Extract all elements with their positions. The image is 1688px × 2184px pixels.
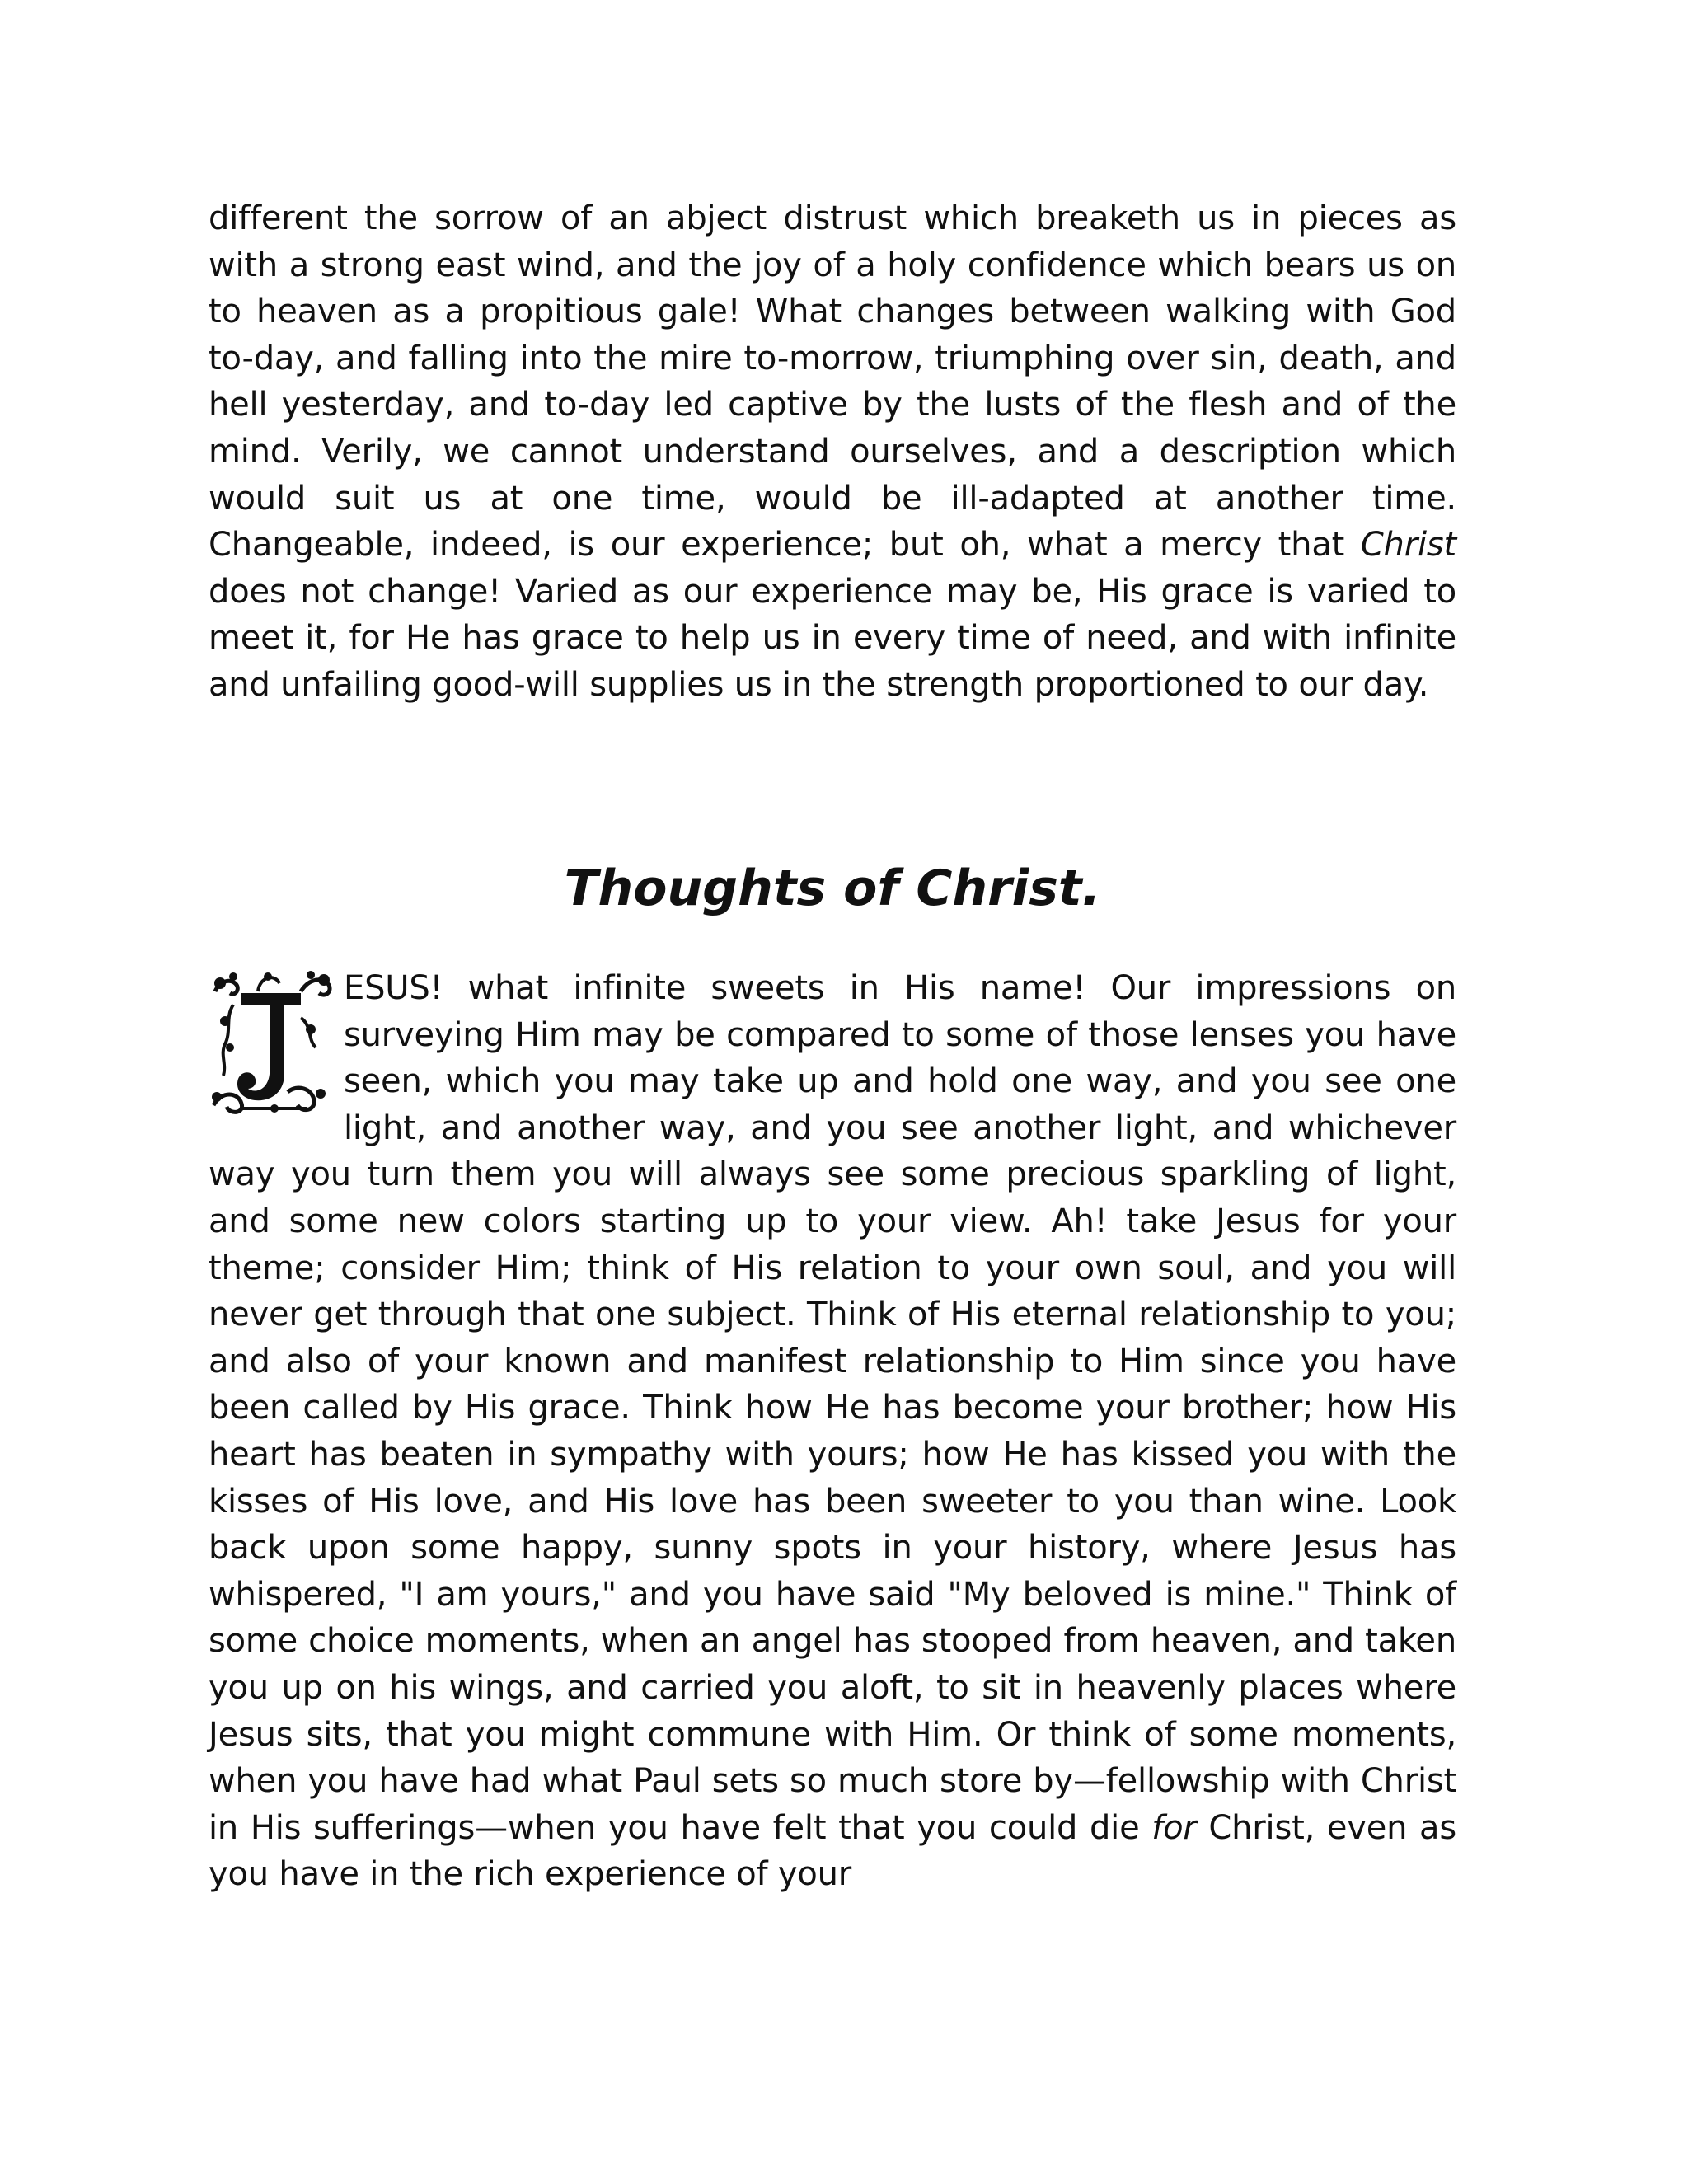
ornamental-dropcap-icon (209, 968, 334, 1117)
ornamental-dropcap (209, 968, 334, 1117)
paragraph-intro (209, 195, 1456, 709)
paragraph-thoughts-text-1: ESUS! what infinite sweets in His name! Our impressions on surveying Him may be compared to some of those lenses you have seen, which you may take up and hold one way, and you see one light, and another way, and you see another light, and whichever way you turn them you will always see some precious sparkling of light, and some new colors starting up to your view. Ah! take Jesus for your theme; consider Him; think of His relation to your own soul, and you will never get through that one subject. Think of His eternal relationship to you; and also of your known and manifest relationship to Him since you have been called by His grace. Think how He has become your brother; how His heart has beaten in sympathy with yours; how He has kissed you with the kisses of His love, and His love has been sweeter to you than wine. Look back upon some happy, sunny spots in your history, where Jesus has whispered, "I am yours," and you have said "My beloved is mine." Think of some choice moments, when an angel has stooped from heaven, and taken you up on his wings, and carried you aloft, to sit in heavenly places where Jesus sits, that you might commune with Him. Or think of some moments, when you have had what Paul sets so much store by—fellowship with Christ in His sufferings—when you have felt that you could die (209, 969, 1456, 1847)
paragraph-intro-emphasis: Christ (1360, 526, 1456, 565)
paragraph-intro-text-1: different the sorrow of an abject distrust which breaketh us in pieces as with a strong east wind, and the joy of a holy confidence which bears us on to heaven as a propitious gale! What changes between walking with God to-day, and falling into the mire to-morrow, triumphing over sin, death, and hell yesterday, and to-day led captive by the lusts of the flesh and of the mind. Verily, we cannot understand ourselves, and a description which would suit us at one time, would be ill-adapted at another time. Changeable, indeed, is our experience; but oh, what a mercy that (209, 199, 1456, 565)
paragraph-thoughts (209, 965, 1456, 1898)
paragraph-thoughts-emphasis: for (1151, 1808, 1197, 1847)
paragraph-intro-text-2: does not change! Varied as our experience may be, His grace is varied to meet it, for He has grace to help us in every time of need, and with infinite and unfailing good-will supplies us in the strength proportioned to our day. (209, 572, 1456, 704)
section-heading: Thoughts of Christ. (564, 860, 1101, 917)
paragraph-thoughts-text-2: Christ, even as you have in the rich experience of your (209, 1808, 1456, 1894)
